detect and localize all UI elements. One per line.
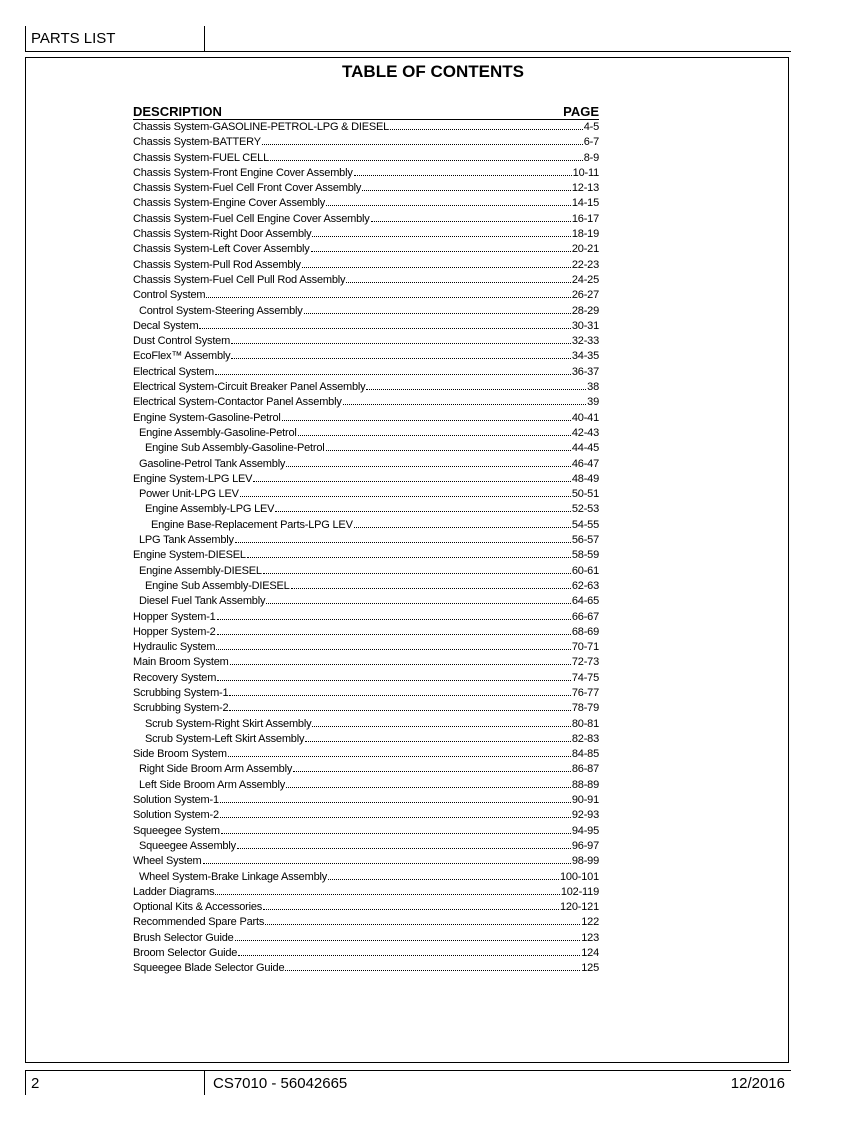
toc-entry-title: Solution System-1 <box>133 794 219 807</box>
dot-leader <box>312 236 570 237</box>
toc-entry-title: Hopper System-1 <box>133 610 216 623</box>
page-title: TABLE OF CONTENTS <box>342 62 524 81</box>
toc-entry-page: 42-43 <box>571 426 599 439</box>
toc-entry-title: Scrub System-Left Skirt Assembly <box>145 732 305 745</box>
toc-entry-title: Hydraulic System <box>133 641 216 654</box>
toc-entry-title: Squeegee System <box>133 824 220 837</box>
toc-entry-page: 64-65 <box>571 595 599 608</box>
toc-entry[interactable] <box>133 579 599 594</box>
toc-entry-title: Chassis System-Left Cover Assembly <box>133 243 310 256</box>
toc-entry-page: 120-121 <box>560 901 599 914</box>
dot-leader <box>215 374 571 375</box>
toc-entry-page: 66-67 <box>571 610 599 623</box>
toc-entry-title: Electrical System <box>133 365 214 378</box>
dot-leader <box>231 358 570 359</box>
toc-entry-title: Chassis System-GASOLINE-PETROL-LPG & DIESEL <box>133 121 390 133</box>
toc-entry-page: 94-95 <box>571 824 599 837</box>
toc-entry-page: 78-79 <box>571 702 599 715</box>
toc-entry-page: 32-33 <box>571 335 599 348</box>
toc-entry[interactable] <box>133 273 599 288</box>
toc-header <box>133 104 599 120</box>
toc-entry-page: 28-29 <box>571 304 599 317</box>
dot-leader <box>305 741 571 742</box>
toc-entry-title: Engine System-DIESEL <box>133 549 246 562</box>
toc-entry-title: Engine System-LPG LEV <box>133 472 253 485</box>
header-left-rule <box>25 26 26 51</box>
dot-leader <box>285 970 580 971</box>
toc-entry-title: Chassis System-Front Engine Cover Assembly <box>133 166 353 179</box>
toc-entry[interactable] <box>133 334 599 349</box>
dot-leader <box>291 588 571 589</box>
toc-entry-page: 102-119 <box>560 885 599 898</box>
toc-entry[interactable] <box>133 594 599 609</box>
toc-entry-page: 12-13 <box>571 182 599 195</box>
toc-entry-title: Control System <box>133 289 206 302</box>
toc-entry-page: 60-61 <box>571 564 599 577</box>
toc-entry[interactable] <box>133 625 599 640</box>
toc-entry-page: 24-25 <box>571 273 599 286</box>
toc-entry-title: Engine Sub Assembly-DIESEL <box>145 579 290 592</box>
dot-leader <box>328 879 559 880</box>
footer-model-number: CS7010 - 56042665 <box>213 1075 348 1092</box>
dot-leader <box>235 940 581 941</box>
toc-entry-title: Chassis System-BATTERY <box>133 136 261 149</box>
dot-leader <box>270 160 583 161</box>
dot-leader <box>247 557 571 558</box>
toc-entry[interactable] <box>133 212 599 227</box>
toc-entry[interactable] <box>133 411 599 426</box>
toc-entry-title: Recommended Spare Parts <box>133 916 265 929</box>
dot-leader <box>263 573 571 574</box>
dot-leader <box>311 251 571 252</box>
toc-entry-title: Dust Control System <box>133 335 231 348</box>
toc-entry-title: Wheel System <box>133 855 202 868</box>
toc-entry[interactable] <box>133 885 599 900</box>
toc-entry-page: 68-69 <box>571 625 599 638</box>
dot-leader <box>354 175 572 176</box>
toc-entry-title: Decal System <box>133 319 199 332</box>
toc-entry-page: 14-15 <box>571 197 599 210</box>
toc-entry-title: Control System-Steering Assembly <box>139 304 303 317</box>
dot-leader <box>230 664 571 665</box>
toc-entry-title: Squeegee Blade Selector Guide <box>133 962 285 975</box>
toc-entry[interactable] <box>133 472 599 487</box>
dot-leader <box>286 787 571 788</box>
toc-entry-title: Engine Assembly-LPG LEV <box>145 503 275 516</box>
dot-leader <box>229 695 570 696</box>
toc-entry-page: 70-71 <box>571 641 599 654</box>
toc-entry-title: Engine Assembly-Gasoline-Petrol <box>139 426 297 439</box>
footer-rule <box>25 1070 791 1071</box>
toc-entry[interactable] <box>133 242 599 257</box>
toc-entry[interactable] <box>133 441 599 456</box>
toc-entry-page: 36-37 <box>571 365 599 378</box>
toc-entry[interactable] <box>133 640 599 655</box>
toc-entry-page: 22-23 <box>571 258 599 271</box>
toc-entry-page: 4-5 <box>583 121 599 133</box>
toc-entry-title: Engine Sub Assembly-Gasoline-Petrol <box>145 442 325 455</box>
page-column-header: PAGE <box>563 104 599 119</box>
dot-leader <box>240 496 571 497</box>
toc-entry[interactable] <box>133 304 599 319</box>
toc-entry-page: 46-47 <box>571 457 599 470</box>
toc-entry-title: Power Unit-LPG LEV <box>139 488 239 501</box>
toc-entry-page: 26-27 <box>571 289 599 302</box>
toc-entry-title: Left Side Broom Arm Assembly <box>139 778 286 791</box>
toc-entry[interactable] <box>133 196 599 211</box>
toc-entry-title: Engine Assembly-DIESEL <box>139 564 262 577</box>
footer-page-number: 2 <box>31 1075 40 1092</box>
toc-entry[interactable] <box>133 120 599 135</box>
dot-leader <box>326 205 571 206</box>
footer-left-rule <box>25 1070 26 1095</box>
dot-leader <box>217 619 571 620</box>
toc-entry[interactable] <box>133 747 599 762</box>
dot-leader <box>346 282 571 283</box>
dot-leader <box>262 144 583 145</box>
toc-entry-title: Brush Selector Guide <box>133 931 234 944</box>
footer-date: 12/2016 <box>730 1075 785 1092</box>
dot-leader <box>275 511 571 512</box>
dot-leader <box>371 221 571 222</box>
toc-entry-page: 38 <box>587 381 599 394</box>
toc-entry-page: 98-99 <box>571 855 599 868</box>
toc-entry[interactable] <box>133 502 599 517</box>
toc-entry-title: Engine System-Gasoline-Petrol <box>133 411 281 424</box>
dot-leader <box>228 756 571 757</box>
toc-entry-title: Solution System-2 <box>133 809 219 822</box>
toc-entry-page: 72-73 <box>571 656 599 669</box>
header-rule <box>25 51 791 52</box>
toc-entry-page: 88-89 <box>571 778 599 791</box>
toc-entry-title: Optional Kits & Accessories <box>133 901 263 914</box>
dot-leader <box>216 649 570 650</box>
dot-leader <box>326 450 571 451</box>
toc-entry-page: 74-75 <box>571 671 599 684</box>
toc-entry-page: 86-87 <box>571 763 599 776</box>
dot-leader <box>312 726 570 727</box>
toc-entry-title: Chassis System-FUEL CELL <box>133 151 269 164</box>
dot-leader <box>215 894 559 895</box>
description-column-header: DESCRIPTION <box>133 104 222 119</box>
toc-entry[interactable] <box>133 701 599 716</box>
toc-entry-title: LPG Tank Assembly <box>139 534 234 547</box>
toc-entry-page: 123 <box>581 931 599 944</box>
toc-entry-page: 96-97 <box>571 839 599 852</box>
toc-entry-page: 124 <box>581 947 599 960</box>
toc-entry-title: Engine Base-Replacement Parts-LPG LEV <box>151 518 353 531</box>
toc-entry[interactable] <box>133 900 599 915</box>
toc-entry-title: Scrubbing System-1 <box>133 686 229 699</box>
toc-entry[interactable] <box>133 717 599 732</box>
toc-entry-page: 16-17 <box>571 212 599 225</box>
toc-entry-title: Right Side Broom Arm Assembly <box>139 763 293 776</box>
dot-leader <box>253 481 571 482</box>
toc-entry[interactable] <box>133 548 599 563</box>
toc-entry-title: Chassis System-Fuel Cell Pull Rod Assembly <box>133 273 346 286</box>
toc-entry-page: 40-41 <box>571 411 599 424</box>
toc-entry[interactable] <box>133 487 599 502</box>
toc-entry[interactable] <box>133 288 599 303</box>
toc-entry[interactable] <box>133 778 599 793</box>
toc-entry[interactable] <box>133 365 599 380</box>
toc-entry-page: 50-51 <box>571 488 599 501</box>
dot-leader <box>206 297 570 298</box>
toc-entry-title: Scrub System-Right Skirt Assembly <box>145 717 312 730</box>
toc-entry-page: 8-9 <box>583 151 599 164</box>
dot-leader <box>298 435 571 436</box>
toc-entry-title: Wheel System-Brake Linkage Assembly <box>139 870 328 883</box>
toc-entry[interactable] <box>133 564 599 579</box>
toc-entry-page: 34-35 <box>571 350 599 363</box>
toc-entry-page: 52-53 <box>571 503 599 516</box>
toc-entry[interactable] <box>133 533 599 548</box>
toc-entry[interactable] <box>133 426 599 441</box>
dot-leader <box>235 542 571 543</box>
dot-leader <box>217 680 571 681</box>
toc-entry-title: EcoFlex™ Assembly <box>133 350 231 363</box>
toc-entry[interactable] <box>133 258 599 273</box>
toc-entry-title: Chassis System-Engine Cover Assembly <box>133 197 326 210</box>
toc-entry-page: 125 <box>581 962 599 975</box>
toc-entry-title: Chassis System-Right Door Assembly <box>133 228 312 241</box>
toc-entry[interactable] <box>133 870 599 885</box>
toc-entry-title: Ladder Diagrams <box>133 885 215 898</box>
toc-entry-title: Diesel Fuel Tank Assembly <box>139 595 266 608</box>
toc-entry[interactable] <box>133 793 599 808</box>
toc-entry-page: 10-11 <box>572 166 599 179</box>
toc-entry-title: Gasoline-Petrol Tank Assembly <box>139 457 286 470</box>
toc-entry-page: 18-19 <box>571 228 599 241</box>
toc-entry[interactable] <box>133 135 599 150</box>
toc-entry[interactable] <box>133 349 599 364</box>
dot-leader <box>229 710 570 711</box>
toc-entry[interactable] <box>133 227 599 242</box>
toc-entry[interactable] <box>133 824 599 839</box>
toc-entry-page: 82-83 <box>571 732 599 745</box>
toc-entry[interactable] <box>133 181 599 196</box>
toc-entry[interactable] <box>133 395 599 410</box>
toc-entry-title: Main Broom System <box>133 656 229 669</box>
toc-entry[interactable] <box>133 808 599 823</box>
toc-entry[interactable] <box>133 762 599 777</box>
dot-leader <box>304 313 571 314</box>
toc-entry-page: 122 <box>581 916 599 929</box>
dot-leader <box>390 129 583 130</box>
dot-leader <box>302 267 571 268</box>
toc-entry[interactable] <box>133 457 599 472</box>
dot-leader <box>293 771 571 772</box>
toc-entry[interactable] <box>133 319 599 334</box>
toc-entry[interactable] <box>133 610 599 625</box>
toc-entry-title: Chassis System-Pull Rod Assembly <box>133 258 301 271</box>
toc-entry-page: 92-93 <box>571 809 599 822</box>
toc-entry[interactable] <box>133 686 599 701</box>
toc-entry-page: 90-91 <box>571 794 599 807</box>
dot-leader <box>217 634 571 635</box>
dot-leader <box>366 389 586 390</box>
toc-entry[interactable] <box>133 151 599 166</box>
dot-leader <box>238 955 580 956</box>
toc-entry-title: Electrical System-Circuit Breaker Panel Assembly <box>133 381 366 394</box>
toc-entry-page: 44-45 <box>571 442 599 455</box>
header-divider <box>204 26 205 51</box>
toc-entry-page: 48-49 <box>571 472 599 485</box>
toc-entry-title: Scrubbing System-2 <box>133 702 229 715</box>
dot-leader <box>354 527 571 528</box>
toc-entry-title: Chassis System-Fuel Cell Engine Cover Assembly <box>133 212 370 225</box>
dot-leader <box>203 863 571 864</box>
toc-entry-page: 39 <box>587 396 599 409</box>
footer-divider <box>204 1070 205 1095</box>
toc-entry[interactable] <box>133 732 599 747</box>
toc-entry[interactable] <box>133 931 599 946</box>
dot-leader <box>237 848 571 849</box>
dot-leader <box>231 343 571 344</box>
toc-entry-title: Broom Selector Guide <box>133 947 238 960</box>
toc-entry-title: Recovery System <box>133 671 217 684</box>
dot-leader <box>221 833 571 834</box>
toc-entry[interactable] <box>133 166 599 181</box>
dot-leader <box>362 190 571 191</box>
dot-leader <box>343 404 587 405</box>
dot-leader <box>199 328 570 329</box>
toc-entry[interactable] <box>133 854 599 869</box>
dot-leader <box>263 909 559 910</box>
table-of-contents <box>133 104 599 977</box>
toc-list <box>133 120 599 977</box>
toc-entry-page: 62-63 <box>571 579 599 592</box>
toc-entry[interactable] <box>133 655 599 670</box>
toc-entry-page: 20-21 <box>571 243 599 256</box>
toc-entry[interactable] <box>133 380 599 395</box>
toc-entry-title: Hopper System-2 <box>133 625 216 638</box>
toc-entry-page: 54-55 <box>571 518 599 531</box>
toc-entry-title: Electrical System-Contactor Panel Assembly <box>133 396 342 409</box>
toc-entry-title: Side Broom System <box>133 748 227 761</box>
toc-entry-page: 58-59 <box>571 549 599 562</box>
toc-entry[interactable] <box>133 915 599 930</box>
toc-entry[interactable] <box>133 839 599 854</box>
toc-entry[interactable] <box>133 671 599 686</box>
dot-leader <box>265 924 580 925</box>
toc-entry-page: 80-81 <box>571 717 599 730</box>
dot-leader <box>220 817 571 818</box>
toc-entry-page: 76-77 <box>571 686 599 699</box>
toc-entry[interactable] <box>133 946 599 961</box>
toc-entry-page: 30-31 <box>571 319 599 332</box>
dot-leader <box>282 420 571 421</box>
toc-entry-page: 84-85 <box>571 748 599 761</box>
dot-leader <box>220 802 571 803</box>
toc-entry-page: 6-7 <box>583 136 599 149</box>
toc-entry-title: Chassis System-Fuel Cell Front Cover Assembly <box>133 182 362 195</box>
dot-leader <box>286 466 571 467</box>
toc-entry-page: 100-101 <box>560 870 599 883</box>
toc-entry[interactable] <box>133 961 599 976</box>
toc-entry-page: 56-57 <box>571 534 599 547</box>
dot-leader <box>266 603 571 604</box>
section-label: PARTS LIST <box>31 30 116 47</box>
toc-entry[interactable] <box>133 518 599 533</box>
toc-entry-title: Squeegee Assembly <box>139 839 236 852</box>
